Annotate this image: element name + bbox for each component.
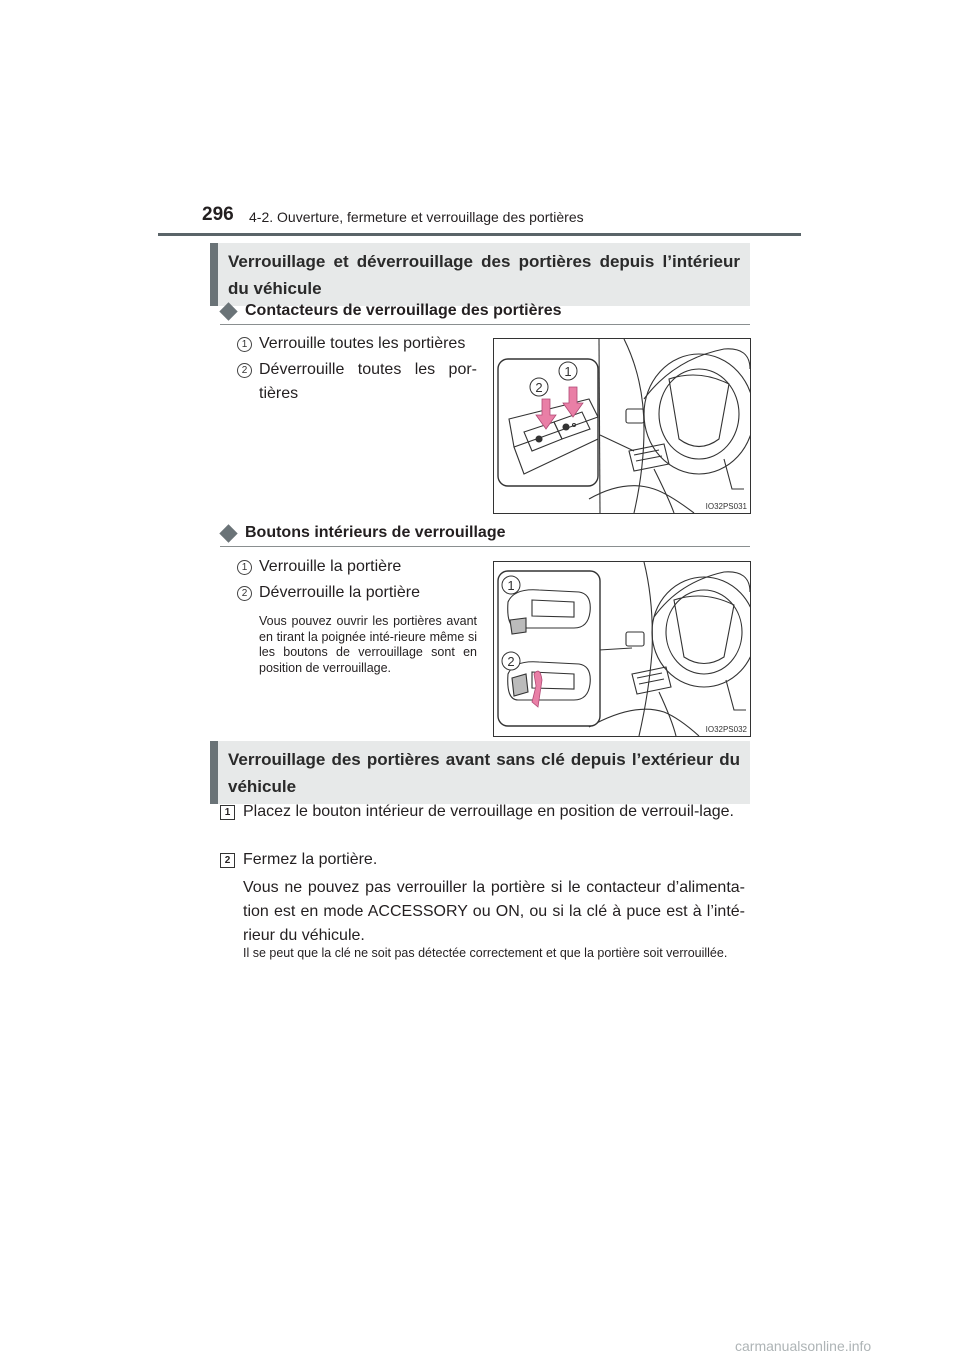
item-number-1: 1 [237, 560, 252, 575]
subsection-label: Contacteurs de verrouillage des portières [245, 302, 562, 319]
item-text-lock-all: Verrouille toutes les portières [259, 335, 466, 352]
subsection-divider [220, 324, 750, 325]
page-number: 296 [202, 204, 234, 225]
svg-text:1: 1 [507, 578, 515, 593]
paragraph-keyless-warning: Vous ne pouvez pas verrouiller la portière si le contacteur d’alimenta-tion est en mode ACCESSORY ou ON, ou si la clé à puce est à l’inté-rieur du véhicule. [243, 879, 745, 944]
header-divider [158, 233, 801, 236]
svg-text:2: 2 [507, 654, 515, 669]
item-number-1: 1 [237, 337, 252, 352]
figure-code: IO32PS031 [705, 502, 747, 511]
note-key-detection: Il se peut que la clé ne soit pas détectée correctement et que la portière soit verrouillée. [243, 946, 728, 960]
figure-inside-lock-button [493, 561, 751, 737]
section-title-keyless-locking: Verrouillage des portières avant sans clé depuis l’extérieur du véhicule [210, 741, 750, 804]
item-text-unlock-all: Déverrouille toutes les por-tières [259, 361, 477, 402]
watermark: carmanualsonline.info [735, 1338, 872, 1354]
figure-door-lock-switch [493, 338, 751, 514]
item-number-2: 2 [237, 363, 252, 378]
inside-lock-button-illustration [494, 562, 750, 736]
item-text-lock-door: Verrouille la portière [259, 558, 402, 575]
diamond-bullet-icon [219, 524, 237, 542]
step-text-1 [243, 800, 745, 824]
section-title-interior-locking: Verrouillage et déverrouillage des portières depuis l’intérieur du véhicule [210, 243, 750, 306]
step-text-2: Fermez la portière. [243, 851, 378, 868]
door-lock-switch-illustration [494, 339, 750, 513]
step-number-1: 1 [220, 805, 235, 820]
item-text-unlock-door: Déverrouille la portière [259, 584, 420, 601]
subsection-title-inside-lock-buttons [220, 524, 506, 542]
chapter-title: 4-2. Ouverture, fermeture et verrouillage des portières [249, 209, 584, 225]
note-inside-handle: Vous pouvez ouvrir les portières avant en tirant la poignée inté-rieure même si les boutons de verrouillage sont en position de verrouillage. [259, 614, 477, 675]
subsection-label: Boutons intérieurs de verrouillage [245, 524, 506, 541]
subsection-divider [220, 546, 750, 547]
subsection-title-lock-switches [220, 302, 562, 320]
figure-code: IO32PS032 [705, 725, 747, 734]
step-text-1-content: Placez le bouton intérieur de verrouillage en position de verrouil-lage. [243, 803, 734, 820]
item-number-2: 2 [237, 586, 252, 601]
diamond-bullet-icon [219, 302, 237, 320]
step-number-2: 2 [220, 853, 235, 868]
svg-text:1: 1 [564, 364, 572, 379]
svg-text:2: 2 [535, 380, 543, 395]
